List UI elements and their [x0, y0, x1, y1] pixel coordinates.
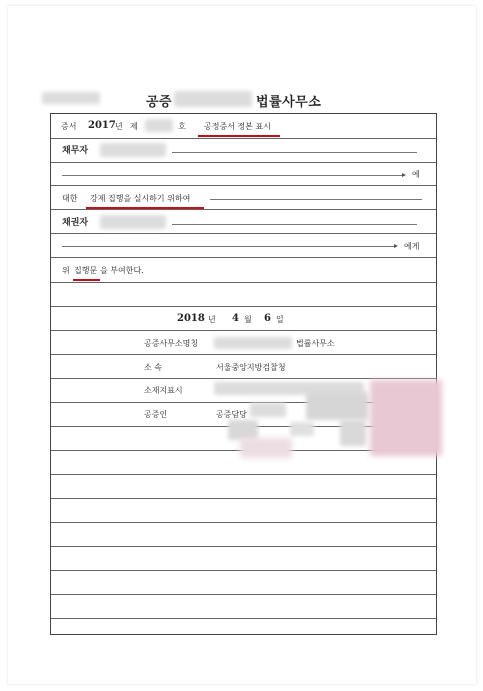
- cert-prefix: 증서: [61, 122, 77, 131]
- date-day: 6: [264, 313, 271, 324]
- row-divider: [51, 522, 436, 523]
- date-year-unit: 년: [208, 315, 216, 324]
- redacted-debtor-name: [100, 143, 166, 157]
- office-value-suffix: 법률사무소: [296, 339, 335, 348]
- cert-no-suffix: 호: [178, 122, 186, 131]
- row-divider: [51, 330, 436, 331]
- affiliation-value: 서울중앙지방검찰청: [216, 363, 286, 372]
- purpose-fill-line: [210, 199, 422, 200]
- row-divider: [51, 594, 436, 595]
- redacted-seal: [370, 380, 442, 456]
- notary-value: 공증담당: [216, 410, 247, 419]
- row-divider: [51, 570, 436, 571]
- debtor-continue-line: [62, 175, 402, 176]
- cert-note-underline: [198, 135, 280, 137]
- grant-highlight: 집행문: [74, 266, 98, 275]
- date-month: 4: [232, 313, 239, 324]
- address-label: 소재지표시: [144, 386, 183, 395]
- office-label: 공증사무소명칭: [144, 339, 199, 348]
- row-divider: [51, 257, 436, 258]
- date-month-unit: 월: [244, 315, 252, 324]
- cert-no-prefix: 제: [130, 122, 138, 131]
- affiliation-label: 소 속: [144, 363, 162, 372]
- title-prefix: 공증: [146, 95, 173, 110]
- row-divider: [51, 474, 436, 475]
- creditor-fill-line: [172, 224, 417, 225]
- creditor-label: 채권자: [62, 218, 89, 228]
- date-year: 2018: [177, 313, 205, 324]
- creditor-continue-line: [62, 246, 394, 247]
- row-divider: [51, 282, 436, 283]
- row-divider: [51, 209, 436, 210]
- notary-label: 공증인: [144, 410, 168, 419]
- row-divider: [51, 233, 436, 234]
- redacted-creditor-name: [100, 215, 166, 229]
- grant-underline: [73, 279, 100, 281]
- purpose-underline: [86, 207, 204, 209]
- document-title: [0, 87, 483, 111]
- redacted-signature: [340, 420, 366, 446]
- row-divider: [51, 162, 436, 163]
- redacted-cert-number: [145, 119, 173, 132]
- to-suffix: 에: [412, 170, 420, 179]
- row-divider: [51, 138, 436, 139]
- redacted-seal: [240, 438, 292, 458]
- redacted-signature: [306, 392, 368, 420]
- cert-year: 2017: [88, 120, 116, 131]
- fill-arrow-icon: [402, 173, 406, 177]
- redacted-office-name: [174, 91, 252, 107]
- title-suffix: 법률사무소: [256, 95, 322, 110]
- row-divider: [51, 498, 436, 499]
- enforcement-form: [50, 113, 437, 635]
- cert-note: 공정증서 정본 표시: [204, 122, 271, 131]
- redacted-notary-name: [250, 403, 286, 417]
- row-divider: [51, 546, 436, 547]
- row-divider: [51, 618, 436, 619]
- row-divider: [51, 354, 436, 355]
- debtor-fill-line: [172, 152, 417, 153]
- purpose-text: 강제 집행을 실시하기 위하여: [90, 194, 191, 203]
- fill-arrow-icon: [394, 244, 398, 248]
- date-day-unit: 일: [276, 315, 284, 324]
- grant-prefix: 위: [62, 266, 70, 275]
- to-creditor-suffix: 에게: [404, 242, 420, 251]
- row-divider: [51, 306, 436, 307]
- grant-rest: 을 부여한다.: [100, 266, 144, 275]
- redacted-signature: [290, 422, 314, 436]
- redacted-signature: [228, 420, 258, 440]
- purpose-prefix: 대한: [62, 194, 78, 203]
- redacted-office-value: [214, 337, 292, 349]
- row-divider: [51, 185, 436, 186]
- row-divider: [51, 378, 436, 379]
- debtor-label: 채무자: [62, 146, 89, 156]
- cert-year-unit: 년: [115, 122, 123, 131]
